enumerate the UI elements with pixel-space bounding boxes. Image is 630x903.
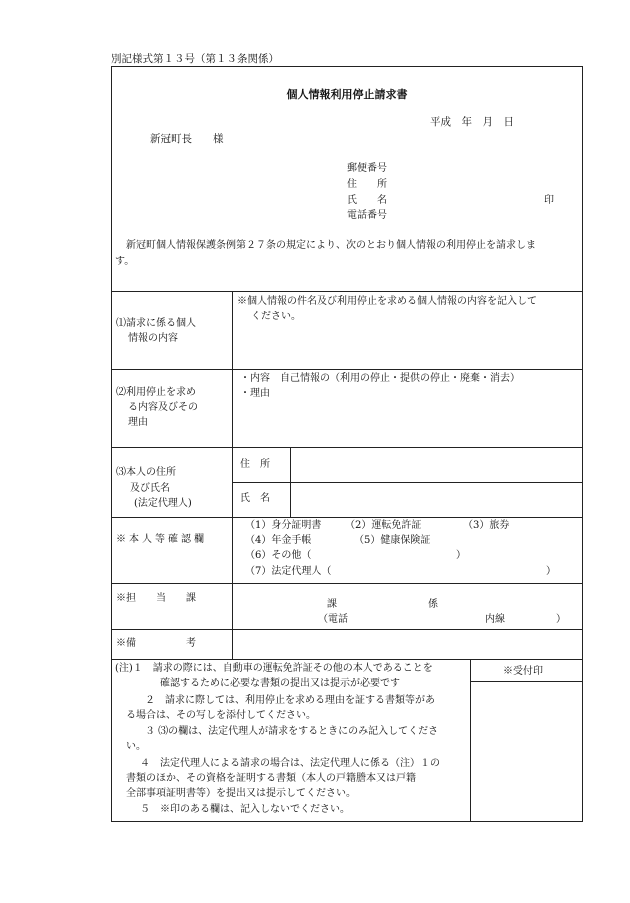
staff-phone-close: ） — [556, 614, 566, 625]
staff-phone-open: （電話 — [318, 614, 348, 625]
note-4-line-1: ４ 法定代理人による請求の場合は、法定代理人に係る（注）１の — [140, 758, 440, 769]
note-4-line-3: 全部事項証明書等）を提出又は提示してください。 — [126, 788, 356, 799]
staff-section-label: ※担 当 課 — [116, 593, 196, 604]
row2-label-1: ⑵利用停止を求め — [116, 387, 196, 398]
divider — [232, 482, 583, 483]
row1-note-1: ※個人情報の件名及び利用停止を求める個人情報の内容を記入して — [237, 296, 537, 307]
divider — [111, 369, 583, 370]
seal-mark: 印 — [544, 195, 554, 206]
divider — [470, 659, 471, 822]
identity-option-4: （4）年金手帳 — [245, 535, 312, 546]
note-5: ５ ※印のある欄は、記入しないでください。 — [140, 804, 350, 815]
identity-option-5: （5）健康保険証 — [354, 535, 431, 546]
divider — [232, 291, 233, 659]
divider — [111, 629, 583, 630]
note-4-line-2: 書類のほか、その資格を証明する書類（本人の戸籍謄本又は戸籍 — [126, 773, 416, 784]
divider — [111, 517, 583, 518]
row3-name-label: 氏 名 — [240, 493, 270, 504]
identity-option-2: （2）運転免許証 — [345, 520, 422, 531]
name-label: 氏 名 — [347, 195, 387, 206]
divider — [111, 659, 583, 660]
divider — [111, 447, 583, 448]
row1-note-2: ください。 — [251, 311, 301, 322]
note-2-line-1: ２ 請求に際しては、利用停止を求める理由を証する書類等があ — [145, 695, 435, 706]
form-title: 個人情報利用停止請求書 — [286, 88, 408, 101]
identity-option-3: （3）旅券 — [463, 520, 510, 531]
identity-option-7: （7）法定代理人（ — [245, 566, 332, 577]
address-label: 住 所 — [347, 179, 387, 190]
identity-option-6: （6）その他（ — [245, 550, 312, 561]
note-1-line-1: (注)１ 請求の際には、自動車の運転免許証その他の本人であることを — [115, 663, 433, 674]
identity-check-label: ※本人等確認欄 — [116, 534, 207, 545]
identity-option-6-close: ） — [456, 550, 466, 561]
row2-reason-item: ・理由 — [240, 388, 270, 399]
row1-label-1: ⑴請求に係る個人 — [116, 318, 196, 329]
divider — [470, 681, 583, 682]
divider — [290, 447, 291, 517]
note-3-line-1: ３ ⑶の欄は、法定代理人が請求をするときにのみ記入してくださ — [145, 726, 439, 737]
row3-address-label: 住 所 — [240, 459, 270, 470]
statement-line-1: 新冠町個人情報保護条例第２７条の規定により、次のとおり個人情報の利用停止を請求しま — [126, 240, 536, 251]
staff-section-unit: 課 — [327, 599, 337, 610]
staff-subsection-unit: 係 — [428, 599, 438, 610]
form-number: 別記様式第１３号（第１３条関係） — [111, 53, 279, 65]
row3-label-3: (法定代理人) — [134, 498, 192, 509]
addressee: 新冠町長 様 — [150, 133, 224, 145]
statement-line-2: す。 — [115, 256, 135, 267]
staff-extension: 内線 — [485, 614, 505, 625]
note-1-line-2: 確認するために必要な書類の提出又は提示が必要です — [160, 678, 400, 689]
note-2-line-2: る場合は、その写しを添付してください。 — [126, 710, 316, 721]
row2-content-item: ・内容 自己情報の（利用の停止・提供の停止・廃棄・消去） — [240, 373, 520, 384]
row3-label-1: ⑶本人の住所 — [116, 467, 176, 478]
row2-label-3: 理由 — [128, 417, 148, 428]
divider — [111, 583, 583, 584]
phone-label: 電話番号 — [347, 210, 387, 221]
receipt-stamp-label: ※受付印 — [503, 666, 543, 677]
row2-label-2: る内容及びその — [128, 402, 198, 413]
row1-label-2: 情報の内容 — [128, 333, 178, 344]
row3-label-2: 及び氏名 — [130, 483, 170, 494]
remarks-label: ※備 考 — [116, 638, 196, 649]
identity-option-7-close: ） — [546, 566, 556, 577]
date-line: 平成 年 月 日 — [430, 116, 514, 128]
note-3-line-2: い。 — [126, 741, 146, 752]
identity-option-1: （1）身分証明書 — [245, 520, 322, 531]
divider — [111, 291, 583, 292]
postal-code-label: 郵便番号 — [347, 163, 387, 174]
